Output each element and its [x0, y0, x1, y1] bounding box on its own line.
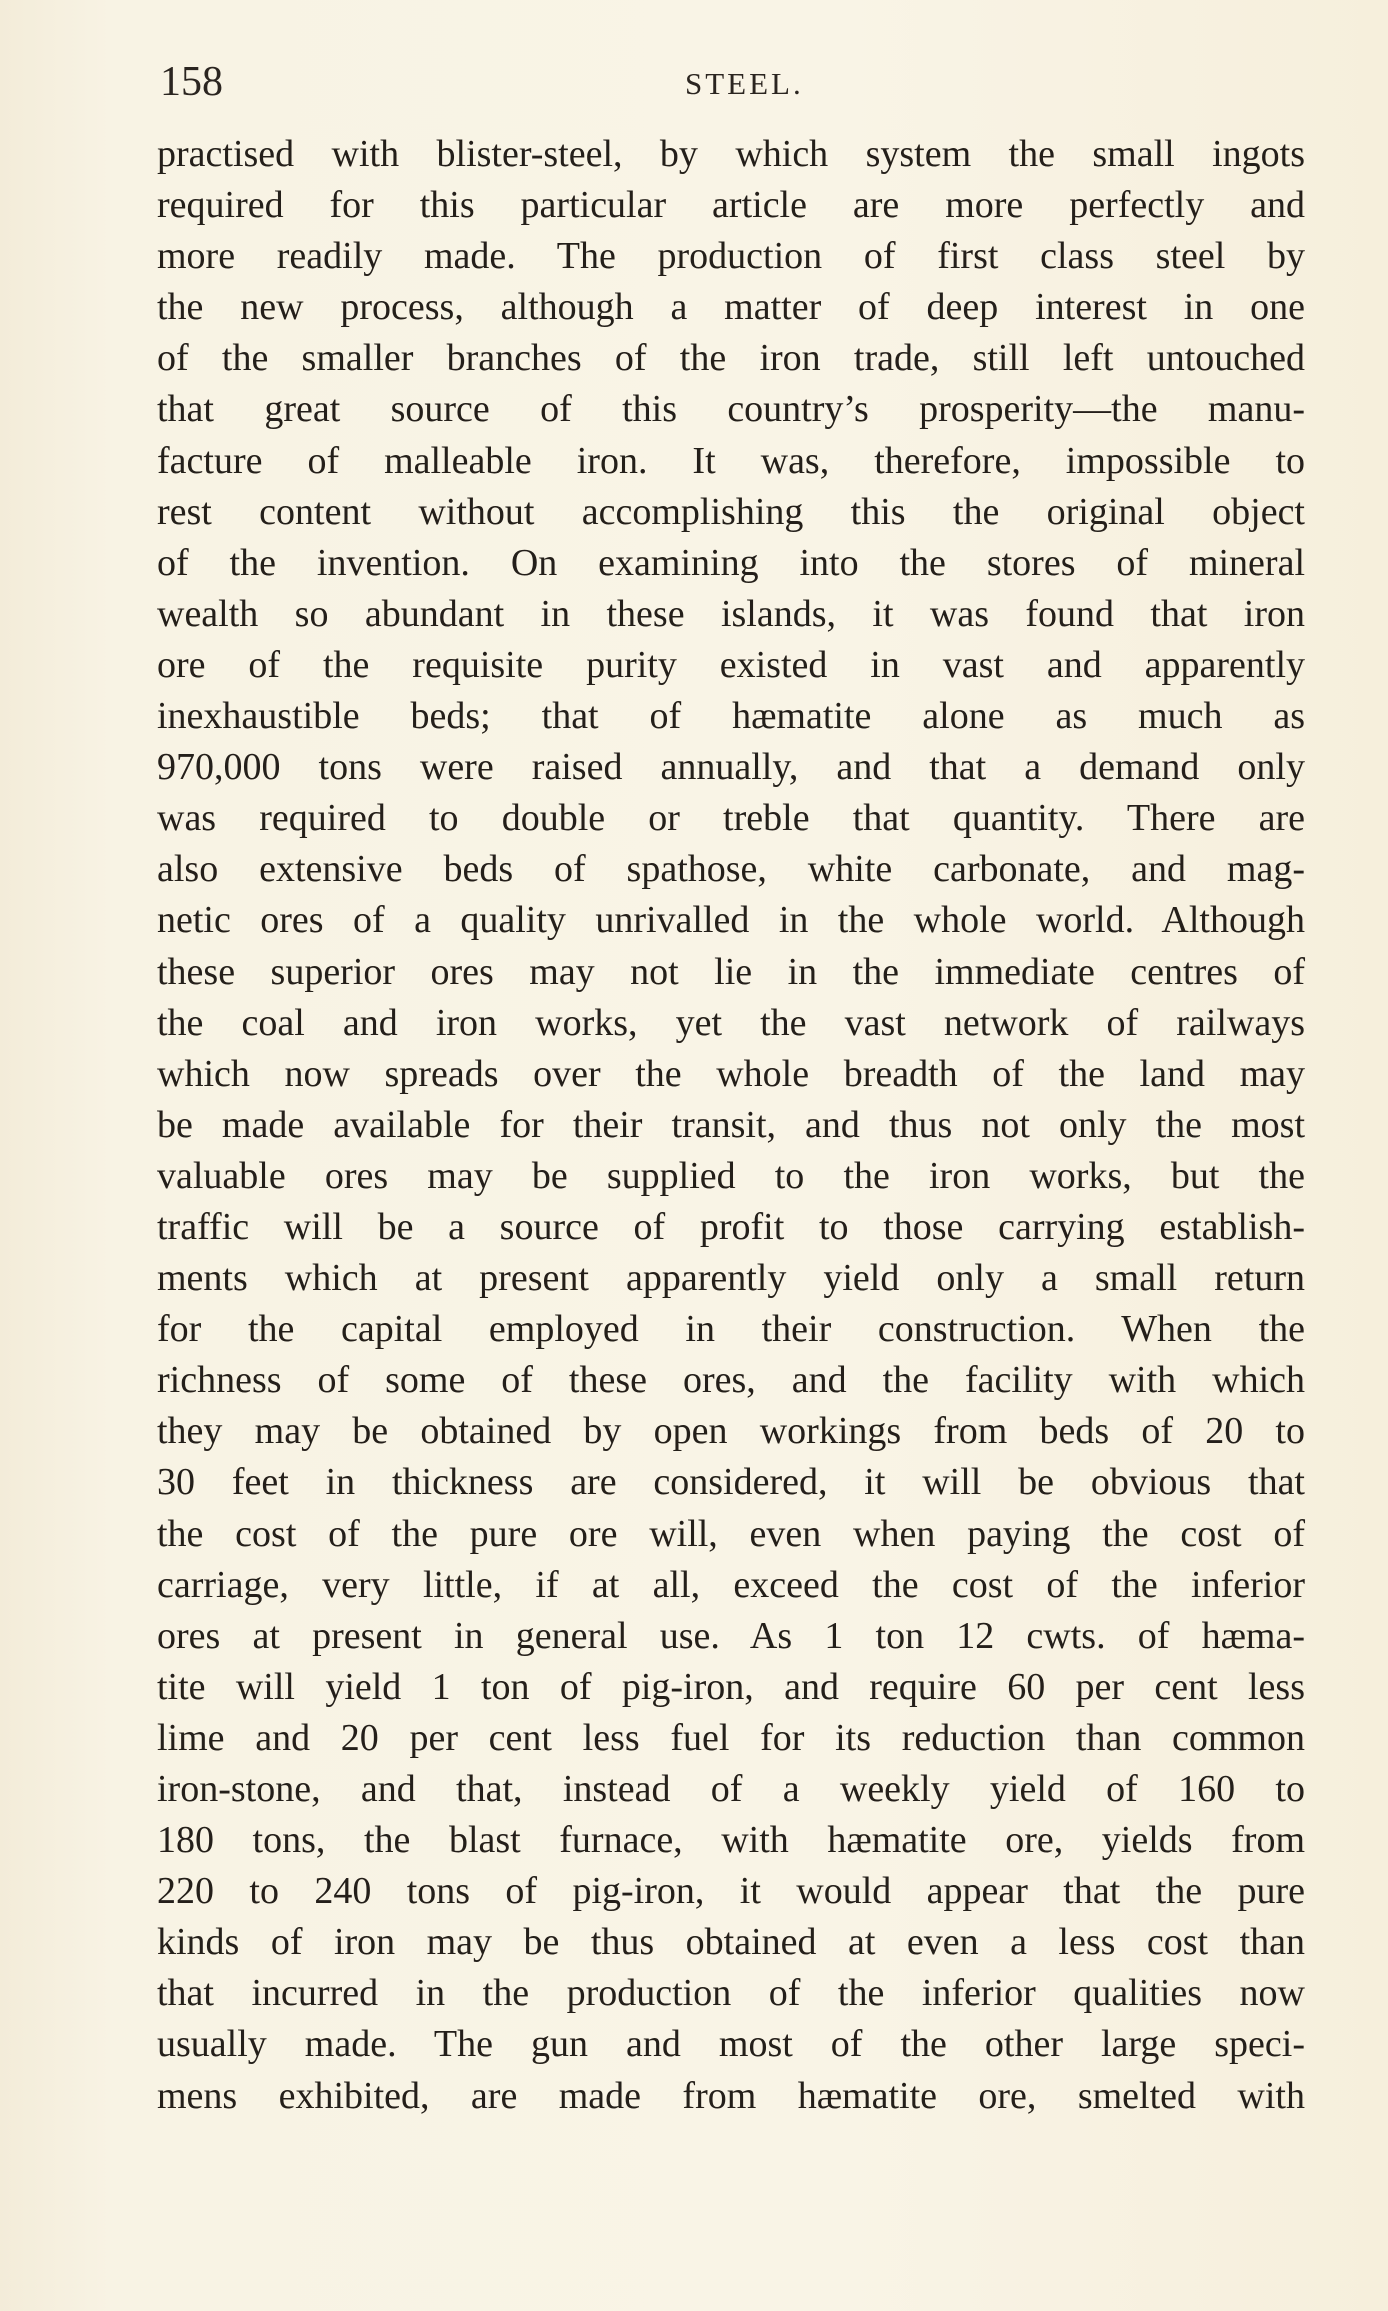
text-line: iron-stone, and that, instead of a weekly yield of 160 to	[157, 1768, 1305, 1810]
text-line: 30 feet in thickness are considered, it will be obvious that	[157, 1461, 1305, 1504]
text-line: they may be obtained by open workings from beds of 20 to	[157, 1410, 1305, 1453]
text-line: also extensive beds of spathose, white carbonate, and mag-	[157, 848, 1305, 891]
text-line: was required to double or treble that quantity. There are	[157, 797, 1305, 840]
text-line: traffic will be a source of profit to those carrying establish-	[157, 1205, 1305, 1248]
text-line: tite will yield 1 ton of pig-iron, and require 60 per cent less	[157, 1665, 1305, 1708]
text-line: wealth so abundant in these islands, it was found that iron	[157, 592, 1305, 635]
text-line: practised with blister-steel, by which system the small ingots	[157, 133, 1305, 175]
text-line: ores at present in general use. As 1 ton 12 cwts. of hæma-	[157, 1614, 1305, 1657]
text-line: usually made. The gun and most of the other large speci-	[157, 2023, 1305, 2066]
text-line: ore of the requisite purity existed in vast and apparently	[157, 643, 1305, 686]
text-line: of the smaller branches of the iron trade, still left untouched	[157, 337, 1305, 380]
text-line: ments which at present apparently yield only a small return	[157, 1257, 1305, 1300]
text-line: valuable ores may be supplied to the iron works, but the	[157, 1154, 1305, 1197]
text-line: 180 tons, the blast furnace, with hæmatite ore, yields from	[157, 1819, 1305, 1862]
text-line: of the invention. On examining into the stores of mineral	[157, 541, 1305, 584]
text-line: 970,000 tons were raised annually, and that a demand only	[157, 746, 1305, 789]
text-line: the coal and iron works, yet the vast network of railways	[157, 1001, 1305, 1044]
text-line: inexhaustible beds; that of hæmatite alone as much as	[157, 695, 1305, 738]
text-line: the new process, although a matter of deep interest in one	[157, 286, 1305, 329]
text-line: that incurred in the production of the inferior qualities now	[157, 1972, 1305, 2015]
text-line: facture of malleable iron. It was, therefore, impossible to	[157, 439, 1305, 482]
text-line: kinds of iron may be thus obtained at even a less cost than	[157, 1921, 1305, 1964]
text-line: more readily made. The production of first class steel by	[157, 235, 1305, 278]
text-line: mens exhibited, are made from hæmatite ore, smelted with	[157, 2074, 1305, 2117]
text-line: that great source of this country’s prosperity—the manu-	[157, 388, 1305, 431]
text-line: 220 to 240 tons of pig-iron, it would appear that the pure	[157, 1870, 1305, 1913]
text-line: which now spreads over the whole breadth of the land may	[157, 1052, 1305, 1095]
running-head	[160, 50, 1320, 110]
text-line: the cost of the pure ore will, even when paying the cost of	[157, 1512, 1305, 1555]
text-line: richness of some of these ores, and the facility with which	[157, 1359, 1305, 1402]
text-line: for the capital employed in their construction. When the	[157, 1308, 1305, 1351]
text-line: be made available for their transit, and thus not only the most	[157, 1103, 1305, 1146]
text-line: rest content without accomplishing this the original object	[157, 490, 1305, 533]
text-line: required for this particular article are more perfectly and	[157, 184, 1305, 227]
page-number: 158	[160, 59, 223, 105]
text-line: netic ores of a quality unrivalled in the whole world. Although	[157, 899, 1305, 942]
text-line: carriage, very little, if at all, exceed the cost of the inferior	[157, 1563, 1305, 1606]
text-line: these superior ores may not lie in the immediate centres of	[157, 950, 1305, 993]
text-line: lime and 20 per cent less fuel for its reduction than common	[157, 1716, 1305, 1759]
body-text	[157, 129, 1305, 2122]
running-title: STEEL.	[685, 66, 804, 101]
